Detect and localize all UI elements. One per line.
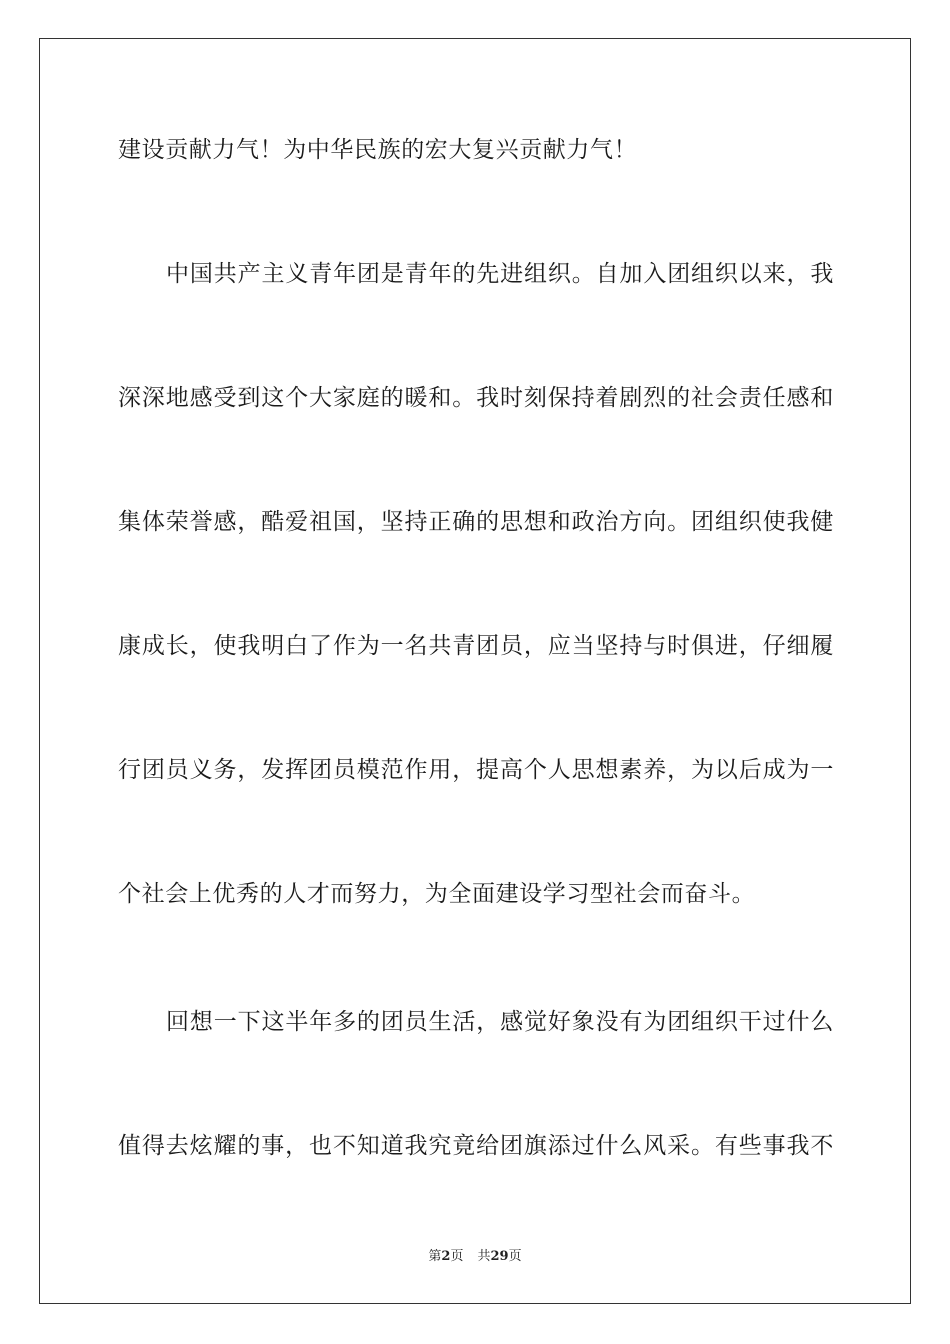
page-border bbox=[39, 38, 911, 1304]
paragraph-1-line-2: 深深地感受到这个大家庭的暖和。我时刻保持着剧烈的社会责任感和 bbox=[118, 385, 834, 411]
text-line-1: 建设贡献力气！为中华民族的宏大复兴贡献力气！ bbox=[118, 137, 638, 163]
paragraph-1-line-1: 中国共产主义青年团是青年的先进组织。自加入团组织以来，我 bbox=[166, 261, 834, 287]
page-number: 2 bbox=[441, 1249, 451, 1264]
page-suffix: 页 bbox=[450, 1249, 464, 1264]
page-prefix: 第 bbox=[428, 1249, 442, 1264]
total-pages: 29 bbox=[490, 1249, 509, 1264]
paragraph-2-line-2: 值得去炫耀的事，也不知道我究竟给团旗添过什么风采。有些事我不 bbox=[118, 1133, 834, 1159]
paragraph-1-line-3: 集体荣誉感，酷爱祖国，坚持正确的思想和政治方向。团组织使我健 bbox=[118, 509, 834, 535]
total-suffix: 页 bbox=[508, 1249, 522, 1264]
paragraph-1-line-4: 康成长，使我明白了作为一名共青团员，应当坚持与时俱进，仔细履 bbox=[118, 633, 834, 659]
page-footer bbox=[0, 1248, 950, 1266]
paragraph-2-line-1: 回想一下这半年多的团员生活，感觉好象没有为团组织干过什么 bbox=[166, 1009, 834, 1035]
paragraph-1-line-5: 行团员义务，发挥团员模范作用，提高个人思想素养，为以后成为一 bbox=[118, 757, 834, 783]
paragraph-1-line-6: 个社会上优秀的人才而努力，为全面建设学习型社会而奋斗。 bbox=[118, 881, 756, 907]
total-prefix: 共 bbox=[477, 1249, 491, 1264]
